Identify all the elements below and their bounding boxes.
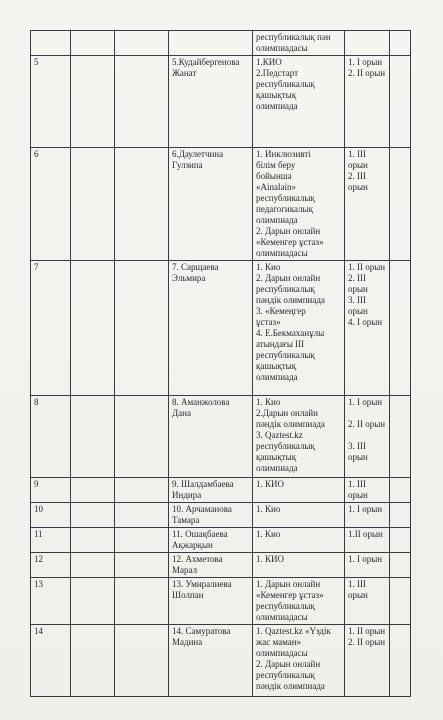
row-number: 8	[31, 396, 71, 478]
empty-cell	[115, 396, 169, 478]
table-row	[31, 261, 411, 396]
empty-cell	[115, 478, 169, 503]
participant-name: 12. Ахметова Марал	[169, 553, 253, 578]
empty-cell	[390, 625, 411, 697]
participant-name: 13. Умиралиева Шолпан	[169, 578, 253, 625]
empty-cell	[71, 625, 115, 697]
placement: 1. III орын	[345, 478, 390, 503]
row-number: 9	[31, 478, 71, 503]
empty-cell	[390, 261, 411, 396]
empty-cell	[390, 528, 411, 553]
row-number: 10	[31, 503, 71, 528]
table-row	[31, 625, 411, 697]
empty-cell	[390, 553, 411, 578]
participant-name: 7. Сарщаева Эльмира	[169, 261, 253, 396]
row-number: 11	[31, 528, 71, 553]
empty-cell	[71, 528, 115, 553]
empty-cell	[115, 56, 169, 148]
empty-cell	[390, 396, 411, 478]
place-cell	[345, 31, 390, 56]
empty-cell	[115, 148, 169, 261]
empty-cell	[71, 478, 115, 503]
empty-cell	[71, 31, 115, 56]
table-row-partial	[31, 31, 411, 56]
table-row	[31, 503, 411, 528]
table-row	[31, 478, 411, 503]
event-list: 1. Кио 2.Дарын онлайн пәндік олимпиада 3. Qaztest.kz республикалық қашықтық олимпиада	[253, 396, 345, 478]
participant-name: 9. Шалдамбаева Индира	[169, 478, 253, 503]
participant-name: 11. Ошақбаева Ақжарқын	[169, 528, 253, 553]
empty-cell	[115, 31, 169, 56]
participant-name: 14. Самуратова Мадина	[169, 625, 253, 697]
event-list: 1. Инклюзивті білім беру бойынша «Ainalain» республикалық педагогикалық олимпиада 2. Дарын онлайн «Кеменгер ұстаз» олимпиадасы	[253, 148, 345, 261]
event-list: 1. Кио	[253, 503, 345, 528]
event-list: 1. Дарын онлайн «Кеменгер ұстаз» республикалық олимпиадасы	[253, 578, 345, 625]
row-number: 12	[31, 553, 71, 578]
empty-cell	[71, 553, 115, 578]
placement: 1. I орын	[345, 503, 390, 528]
num-cell	[31, 31, 71, 56]
event-list: 1. Кио	[253, 528, 345, 553]
participant-name: 6.Даулетчина Гулзипа	[169, 148, 253, 261]
participant-name: 5.Кудайбергенова Жанат	[169, 56, 253, 148]
empty-cell	[390, 578, 411, 625]
empty-cell	[390, 148, 411, 261]
empty-cell	[115, 553, 169, 578]
empty-cell	[71, 503, 115, 528]
empty-cell	[390, 478, 411, 503]
placement: 1. II орын 2. II орын	[345, 625, 390, 697]
row-number: 13	[31, 578, 71, 625]
participant-name: 10. Арчаманова Тамара	[169, 503, 253, 528]
event-list: 1.КИО 2.Педстарт республикалық қашықтық олимпиада	[253, 56, 345, 148]
participant-name: 8. Аманжолова Дана	[169, 396, 253, 478]
row-number: 5	[31, 56, 71, 148]
event-list: 1. КИО	[253, 553, 345, 578]
table-row	[31, 528, 411, 553]
olympiad-results-table	[30, 30, 411, 697]
placement: 1.II орын	[345, 528, 390, 553]
table-row	[31, 553, 411, 578]
empty-cell	[390, 56, 411, 148]
event-cell: республикалық пән олимпиадасы	[253, 31, 345, 56]
event-list: 1. Кио 2. Дарын онлайн республикалық пәндік олимпиада 3. «Кемеңгер ұстаз» 4. Е.Бекмаханұлы атындағы III республикалық қашықтық олимпиада	[253, 261, 345, 396]
empty-cell	[115, 503, 169, 528]
empty-cell	[71, 578, 115, 625]
row-number: 6	[31, 148, 71, 261]
empty-cell	[71, 396, 115, 478]
empty-cell	[115, 528, 169, 553]
placement: 1. III орын	[345, 578, 390, 625]
table-row	[31, 578, 411, 625]
event-list: 1. КИО	[253, 478, 345, 503]
table-row	[31, 396, 411, 478]
table-row	[31, 56, 411, 148]
empty-cell	[390, 503, 411, 528]
empty-cell	[115, 578, 169, 625]
placement: 1. I орын 2. II орын	[345, 56, 390, 148]
placement: 1. II орын 2. III орын 3. III орын 4. I орын	[345, 261, 390, 396]
empty-cell	[71, 261, 115, 396]
table-row	[31, 148, 411, 261]
empty-cell	[115, 625, 169, 697]
event-list: 1. Qaztest.kz «Үздік жас маман» олимпиадасы 2. Дарын онлайн республикалық пәндік олимпиада	[253, 625, 345, 697]
empty-cell	[390, 31, 411, 56]
empty-cell	[71, 148, 115, 261]
placement: 1. III орын 2. III орын	[345, 148, 390, 261]
row-number: 14	[31, 625, 71, 697]
empty-cell	[71, 56, 115, 148]
name-cell	[169, 31, 253, 56]
row-number: 7	[31, 261, 71, 396]
placement: 1. I орын 2. II орын 3. III орын	[345, 396, 390, 478]
empty-cell	[115, 261, 169, 396]
placement: 1. I орын	[345, 553, 390, 578]
